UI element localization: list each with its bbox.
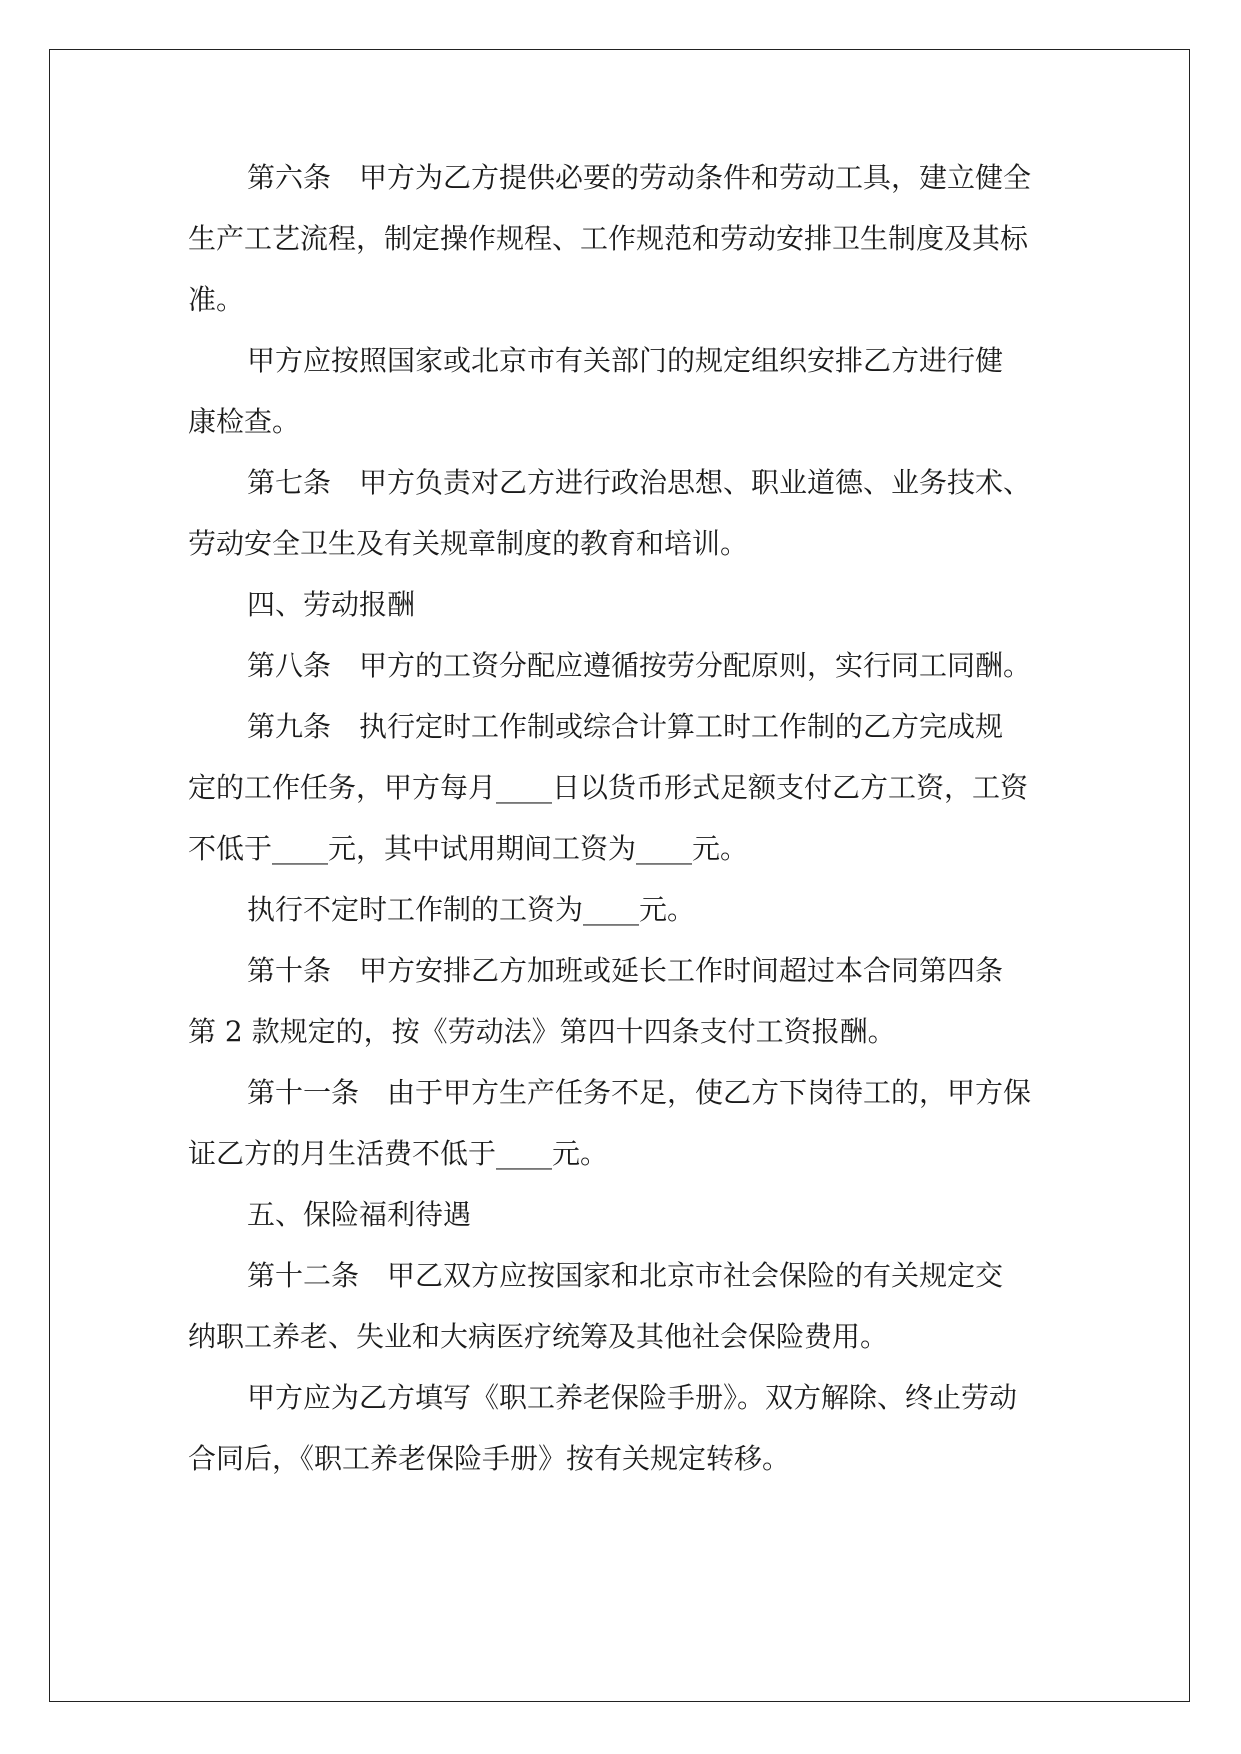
section-4-heading: 四、劳动报酬 xyxy=(247,588,416,621)
article-10-line-1: 第十条 甲方安排乙方加班或延长工作时间超过本合同第四条 xyxy=(247,954,1004,987)
article-6-line-3: 准。 xyxy=(188,283,245,316)
article-7-line-1: 第七条 甲方负责对乙方进行政治思想、职业道德、业务技术、 xyxy=(247,466,1032,499)
article-12-line-1: 第十二条 甲乙双方应按国家和北京市社会保险的有关规定交 xyxy=(247,1259,1004,1292)
pension-handbook-line-1: 甲方应为乙方填写《职工养老保险手册》。双方解除、终止劳动 xyxy=(247,1381,1018,1414)
health-check-line-2: 康检查。 xyxy=(188,405,301,438)
health-check-line-1: 甲方应按照国家或北京市有关部门的规定组织安排乙方进行健 xyxy=(247,344,1004,377)
article-10-line-2: 第 2 款规定的，按《劳动法》第四十四条支付工资报酬。 xyxy=(188,1015,896,1048)
article-7-line-2: 劳动安全卫生及有关规章制度的教育和培训。 xyxy=(188,527,749,560)
section-5-heading: 五、保险福利待遇 xyxy=(247,1198,472,1231)
irregular-hours-line: 执行不定时工作制的工资为____元。 xyxy=(247,893,696,926)
article-11-line-2: 证乙方的月生活费不低于____元。 xyxy=(188,1137,609,1170)
article-9-line-2: 定的工作任务，甲方每月____日以货币形式足额支付乙方工资，工资 xyxy=(188,771,1029,804)
article-12-line-2: 纳职工养老、失业和大病医疗统筹及其他社会保险费用。 xyxy=(188,1320,889,1353)
article-6-line-2: 生产工艺流程，制定操作规程、工作规范和劳动安排卫生制度及其标 xyxy=(188,222,1029,255)
pension-handbook-line-2: 合同后，《职工养老保险手册》按有关规定转移。 xyxy=(188,1442,791,1475)
article-8-line-1: 第八条 甲方的工资分配应遵循按劳分配原则，实行同工同酬。 xyxy=(247,649,1032,682)
article-9-line-3: 不低于____元，其中试用期间工资为____元。 xyxy=(188,832,749,865)
article-6-line-1: 第六条 甲方为乙方提供必要的劳动条件和劳动工具，建立健全 xyxy=(247,161,1032,194)
article-9-line-1: 第九条 执行定时工作制或综合计算工时工作制的乙方完成规 xyxy=(247,710,1004,743)
article-11-line-1: 第十一条 由于甲方生产任务不足，使乙方下岗待工的，甲方保 xyxy=(247,1076,1032,1109)
